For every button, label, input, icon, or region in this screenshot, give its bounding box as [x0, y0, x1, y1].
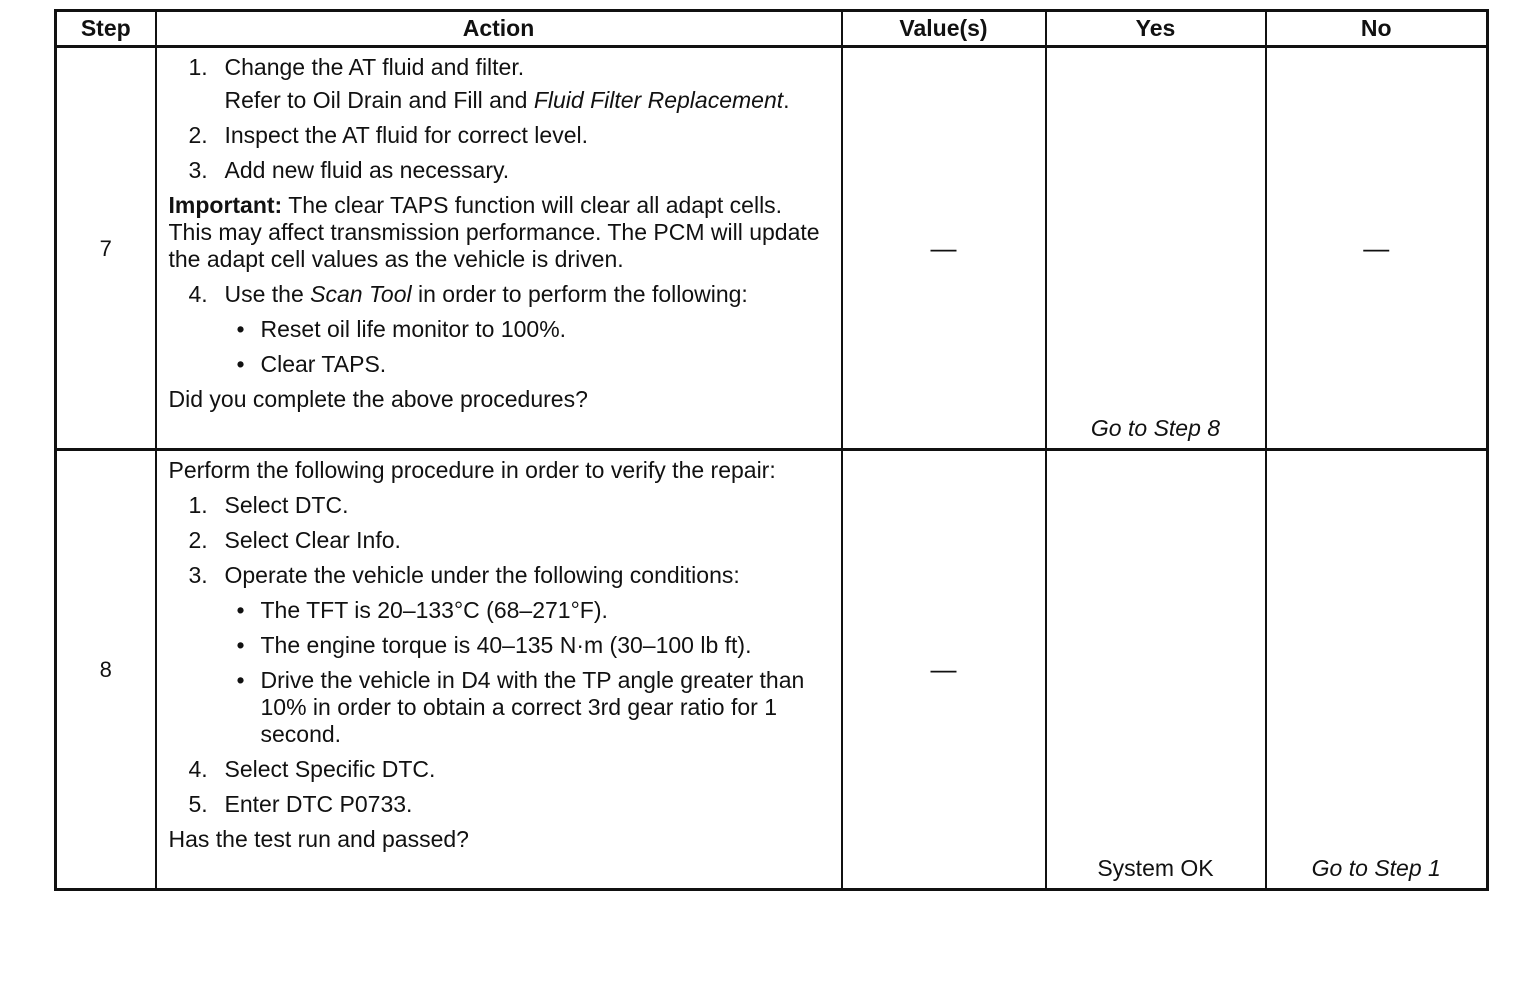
header-action: Action	[156, 11, 842, 47]
reference-suffix: .	[783, 87, 790, 113]
action-item	[169, 756, 831, 783]
bullet-item	[169, 316, 831, 343]
item-text: Add new fluid as necessary.	[224, 157, 510, 183]
step-number: 7	[56, 47, 156, 450]
important-text: The clear TAPS function will clear all adapt cells. This may affect transmission performance. The PCM will update the adapt cell values as the vehicle is driven.	[168, 192, 820, 272]
action-item	[169, 791, 831, 818]
item-text: Select DTC.	[224, 492, 349, 518]
bullet-dot: •	[236, 632, 245, 658]
reference-link: Fluid Filter Replacement	[533, 87, 784, 113]
action-item	[169, 492, 831, 519]
bullet-text: The TFT is 20–133°C (68–271°F).	[260, 597, 608, 623]
item-number: 1.	[188, 492, 208, 518]
question-text: Did you complete the above procedures?	[168, 386, 588, 412]
item-number: 4.	[188, 281, 208, 307]
item-text: Enter DTC P0733.	[224, 791, 413, 817]
reference-prefix: Refer to Oil Drain and Fill and	[224, 87, 534, 113]
value-cell: —	[842, 450, 1046, 890]
no-cell: Go to Step 1	[1266, 450, 1488, 890]
bullet-dot: •	[236, 351, 245, 377]
item-number: 3.	[188, 157, 208, 183]
item-number: 5.	[188, 791, 208, 817]
item-text: Inspect the AT fluid for correct level.	[224, 122, 588, 148]
item-text: Change the AT fluid and filter.	[224, 54, 525, 80]
value-cell: —	[842, 47, 1046, 450]
header-row	[56, 11, 1488, 47]
bullet-dot: •	[236, 667, 245, 693]
question-text: Has the test run and passed?	[168, 826, 469, 852]
header-step: Step	[56, 11, 156, 47]
yes-cell: Go to Step 8	[1046, 47, 1266, 450]
header-values: Value(s)	[842, 11, 1046, 47]
item-number: 3.	[188, 562, 208, 588]
action-item	[169, 527, 831, 554]
bullet-text: Reset oil life monitor to 100%.	[260, 316, 567, 342]
header-no: No	[1266, 11, 1488, 47]
action-item	[169, 54, 831, 81]
table-row	[56, 47, 1488, 450]
diagnostic-table	[54, 9, 1489, 891]
bullet-text: Clear TAPS.	[260, 351, 387, 377]
item-suffix: in order to perform the following:	[411, 281, 748, 307]
action-cell	[156, 450, 842, 890]
yes-cell: System OK	[1046, 450, 1266, 890]
bullet-dot: •	[236, 316, 245, 342]
bullet-item	[169, 632, 831, 659]
item-number: 1.	[188, 54, 208, 80]
item-number: 4.	[188, 756, 208, 782]
bullet-dot: •	[236, 597, 245, 623]
intro-text: Perform the following procedure in order to verify the repair:	[168, 457, 776, 483]
action-item	[169, 281, 831, 308]
item-text: Select Specific DTC.	[224, 756, 436, 782]
important-note	[169, 192, 831, 273]
item-prefix: Use the	[224, 281, 311, 307]
no-cell: —	[1266, 47, 1488, 450]
bullet-text: Drive the vehicle in D4 with the TP angle greater than 10% in order to obtain a correct 3rd gear ratio for 1 second.	[260, 667, 805, 747]
action-item	[169, 122, 831, 149]
important-label: Important:	[168, 192, 283, 218]
step-number: 8	[56, 450, 156, 890]
bullet-item	[169, 351, 831, 378]
header-yes: Yes	[1046, 11, 1266, 47]
action-item	[169, 562, 831, 589]
action-item	[169, 157, 831, 184]
table-row	[56, 450, 1488, 890]
reference-note	[169, 87, 831, 114]
item-number: 2.	[188, 122, 208, 148]
bullet-item	[169, 667, 831, 748]
item-tool: Scan Tool	[310, 281, 412, 307]
bullet-text: The engine torque is 40–135 N·m (30–100 lb ft).	[260, 632, 752, 658]
item-text: Select Clear Info.	[224, 527, 401, 553]
item-text: Operate the vehicle under the following conditions:	[224, 562, 740, 588]
bullet-item	[169, 597, 831, 624]
item-number: 2.	[188, 527, 208, 553]
action-cell	[156, 47, 842, 450]
